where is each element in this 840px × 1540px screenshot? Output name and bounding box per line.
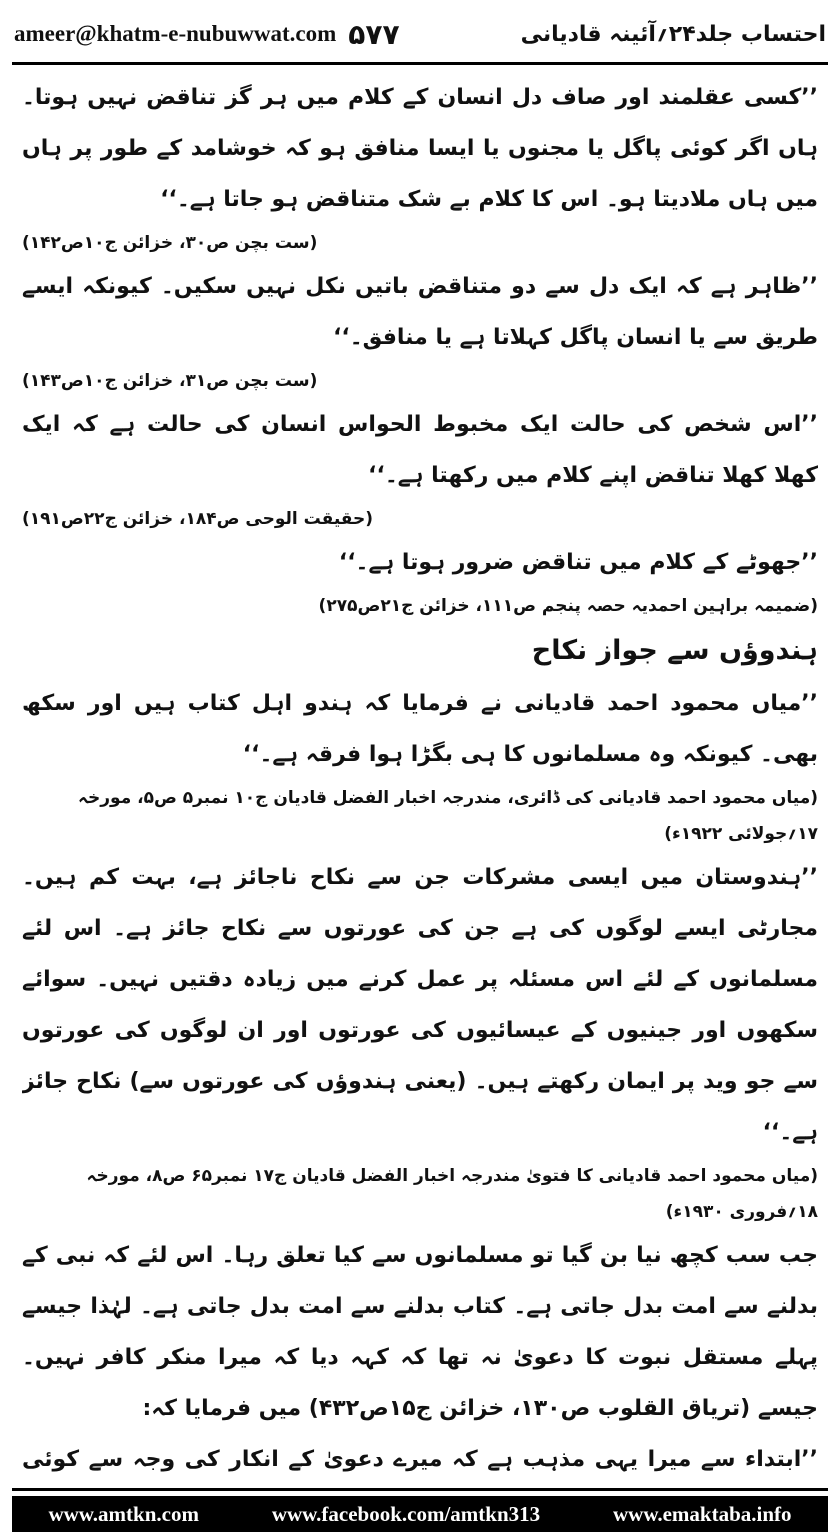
reference: (میاں محمود احمد قادیانی کا فتویٰ مندرجہ اخبار الفضل قادیان ج۱۷ نمبر۶۵ ص۸، مورخہ ۱۸؍فروری ۱۹۳۰ء) xyxy=(86,1166,818,1222)
section-heading: ہندوؤں سے جواز نکاح xyxy=(531,635,818,666)
quote-paragraph: ’’کسی عقلمند اور صاف دل انسان کے کلام میں ہر گز تناقض نہیں ہوتا۔ ہاں اگر کوئی پاگل یا مجنوں یا ایسا منافق ہو کہ خوشامد کے طور پر ہاں میں ہاں ملادیتا ہو۔ اس کا کلام بے شک متناقض ہو جاتا ہے۔‘‘ xyxy=(22,85,818,212)
quote-paragraph: ’’ابتداء سے میرا یہی مذہب ہے کہ میرے دعویٰ کے انکار کی وجہ سے کوئی xyxy=(22,1447,818,1472)
footer-link-amtkn[interactable]: www.amtkn.com xyxy=(48,1501,199,1526)
reference: (میاں محمود احمد قادیانی کی ڈائری، مندرجہ اخبار الفضل قادیان ج۱۰ نمبر۵ ص۵، مورخہ ۱۷؍جولائی ۱۹۲۲ء) xyxy=(78,788,818,844)
page-number: ۵۷۷ xyxy=(348,17,400,51)
header-left xyxy=(14,18,400,51)
header-title: احتساب جلد۲۴؍آئینہ قادیانی xyxy=(520,21,826,47)
header-rule xyxy=(12,62,828,65)
reference: (حقیقت الوحی ص۱۸۴، خزائن ج۲۲ص۱۹۱) xyxy=(22,509,374,529)
reference: (ست بچن ص۳۱، خزائن ج۱۰ص۱۴۳) xyxy=(22,371,318,391)
header-email: ameer@khatm-e-nubuwwat.com xyxy=(14,21,337,46)
footer-link-emaktaba[interactable]: www.emaktaba.info xyxy=(613,1501,792,1526)
body-paragraph: جب سب کچھ نیا بن گیا تو مسلمانوں سے کیا تعلق رہا۔ اس لئے کہ نبی کے بدلنے سے امت بدل جاتی ہے۔ کتاب بدلنے سے امت بدل جاتی ہے۔ لہٰذا جیسے پہلے مستقل نبوت کا دعویٰ نہ تھا کہ کہہ دیا کہ میرا منکر کافر نہیں۔ جیسے (تریاق القلوب ص۱۳۰، خزائن ج۱۵ص۴۳۲) میں فرمایا کہ: xyxy=(22,1243,818,1421)
quote-paragraph: ’’ہندوستان میں ایسی مشرکات جن سے نکاح ناجائز ہے، بہت کم ہیں۔ مجارٹی ایسے لوگوں کی ہے جن کی عورتوں سے نکاح جائز ہے۔ اس لئے مسلمانوں کے لئے اس مسئلہ پر عمل کرنے میں زیادہ دقتیں نہیں۔ سوائے سکھوں اور جینیوں کے عیسائیوں کی عورتوں اور ان لوگوں کی عورتوں سے جو وید پر ایمان رکھتے ہیں۔ (یعنی ہندوؤں کی عورتوں سے) نکاح جائز ہے۔‘‘ xyxy=(22,865,818,1145)
page-header xyxy=(14,12,826,56)
quote-paragraph: ’’جھوٹے کے کلام میں تناقض ضرور ہوتا ہے۔‘‘ xyxy=(338,550,818,575)
reference: (ست بچن ص۳۰، خزائن ج۱۰ص۱۴۲) xyxy=(22,233,318,253)
reference: (ضمیمہ براہین احمدیہ حصہ پنجم ص۱۱۱، خزائن ج۲۱ص۲۷۵) xyxy=(318,596,818,616)
footer-rule xyxy=(12,1488,828,1491)
quote-paragraph: ’’ظاہر ہے کہ ایک دل سے دو متناقض باتیں نکل نہیں سکیں۔ کیونکہ ایسے طریق سے یا انسان پاگل کہلاتا ہے یا منافق۔‘‘ xyxy=(22,274,818,350)
footer-link-facebook[interactable]: www.facebook.com/amtkn313 xyxy=(271,1501,541,1526)
quote-paragraph: ’’اس شخص کی حالت ایک مخبوط الحواس انسان کی حالت ہے کہ ایک کھلا کھلا تناقض اپنے کلام میں رکھتا ہے۔‘‘ xyxy=(22,412,818,488)
page-footer xyxy=(12,1496,828,1532)
page-content xyxy=(22,72,818,1482)
quote-paragraph: ’’میاں محمود احمد قادیانی نے فرمایا کہ ہندو اہل کتاب ہیں اور سکھ بھی۔ کیونکہ وہ مسلمانوں کا ہی بگڑا ہوا فرقہ ہے۔‘‘ xyxy=(22,691,818,767)
